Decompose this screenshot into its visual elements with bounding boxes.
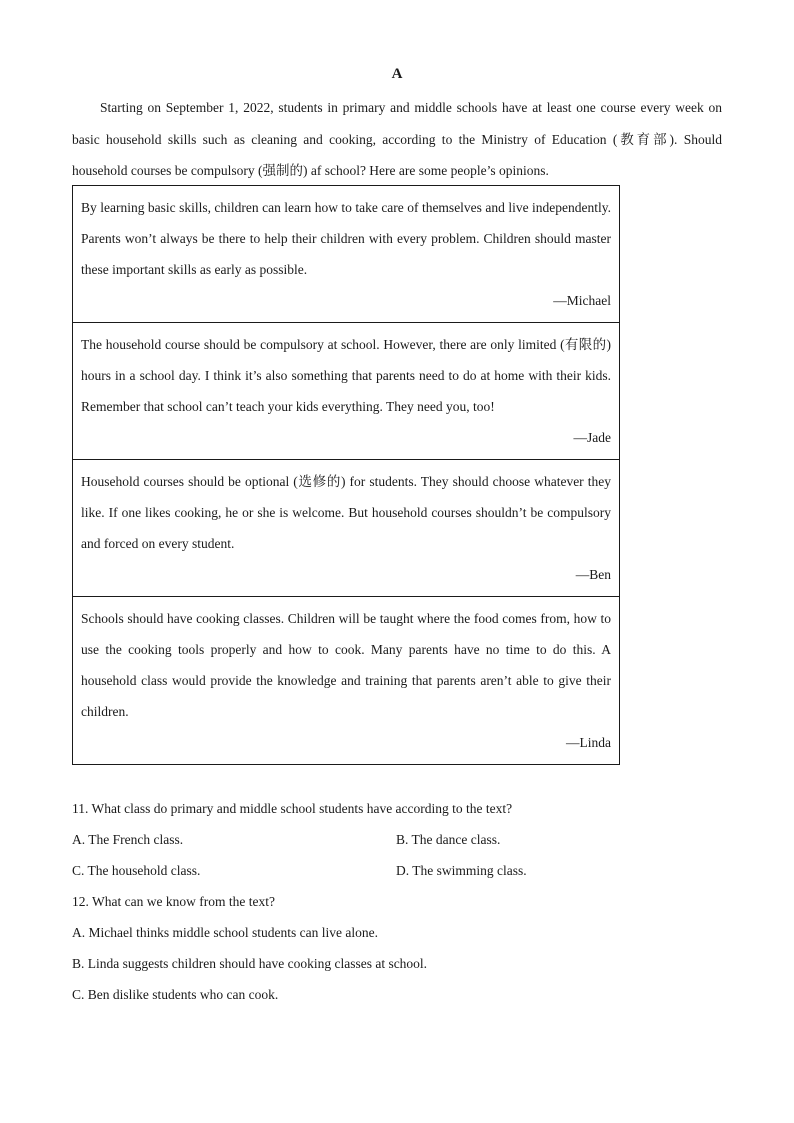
question-11-option-a: A. The French class. xyxy=(72,832,184,847)
opinion-text: The household course should be compulsory at school. However, there are only limited (有限的) hours in a school day. I think it’s also something that parents need to do at home with their kids. Remember that school can’t teach your kids everything. They need you, too! xyxy=(81,337,611,414)
question-11-option-d: D. The swimming class. xyxy=(396,863,527,878)
question-12-option-a: A. Michael thinks middle school students can live alone. xyxy=(72,925,378,940)
question-11-option-c: C. The household class. xyxy=(72,863,201,878)
opinion-author: —Jade xyxy=(573,430,611,445)
question-11-options-row-1 xyxy=(72,824,722,855)
question-12-stem: 12. What can we know from the text? xyxy=(72,894,275,909)
opinion-linda xyxy=(73,596,619,764)
question-11-stem: 11. What class do primary and middle school students have according to the text? xyxy=(72,801,513,816)
passage-title: A xyxy=(391,66,403,82)
opinions-table xyxy=(72,185,620,765)
question-11-options-row-2 xyxy=(72,855,722,886)
opinion-jade xyxy=(73,322,619,459)
question-12-option-b: B. Linda suggests children should have cooking classes at school. xyxy=(72,956,428,971)
question-11-option-b: B. The dance class. xyxy=(396,832,501,847)
opinion-author: —Michael xyxy=(553,293,611,308)
opinion-ben xyxy=(73,459,619,596)
question-12-option-c: C. Ben dislike students who can cook. xyxy=(72,987,279,1002)
opinion-author: —Linda xyxy=(566,735,611,750)
intro-paragraph: Starting on September 1, 2022, students in primary and middle schools have at least one course every week on basic household skills such as cleaning and cooking, according to the Ministry of Education (教育部). Should household courses be compulsory (强制的) af school? Here are some people’s opinions. xyxy=(72,100,722,178)
opinion-text: Schools should have cooking classes. Children will be taught where the food comes from, how to use the cooking tools properly and how to cook. Many parents have no time to do this. A household class would provide the knowledge and training that parents aren’t able to give their children. xyxy=(81,611,611,719)
opinion-text: Household courses should be optional (选修的) for students. They should choose whatever they like. If one likes cooking, he or she is welcome. But household courses shouldn’t be compulsory and forced on every student. xyxy=(81,474,611,551)
opinion-author: —Ben xyxy=(575,567,611,582)
opinion-text: By learning basic skills, children can learn how to take care of themselves and live independently. Parents won’t always be there to help their children with every problem. Children should master these important skills as early as possible. xyxy=(81,200,611,277)
opinion-michael xyxy=(73,186,619,322)
questions-section xyxy=(72,793,722,1010)
